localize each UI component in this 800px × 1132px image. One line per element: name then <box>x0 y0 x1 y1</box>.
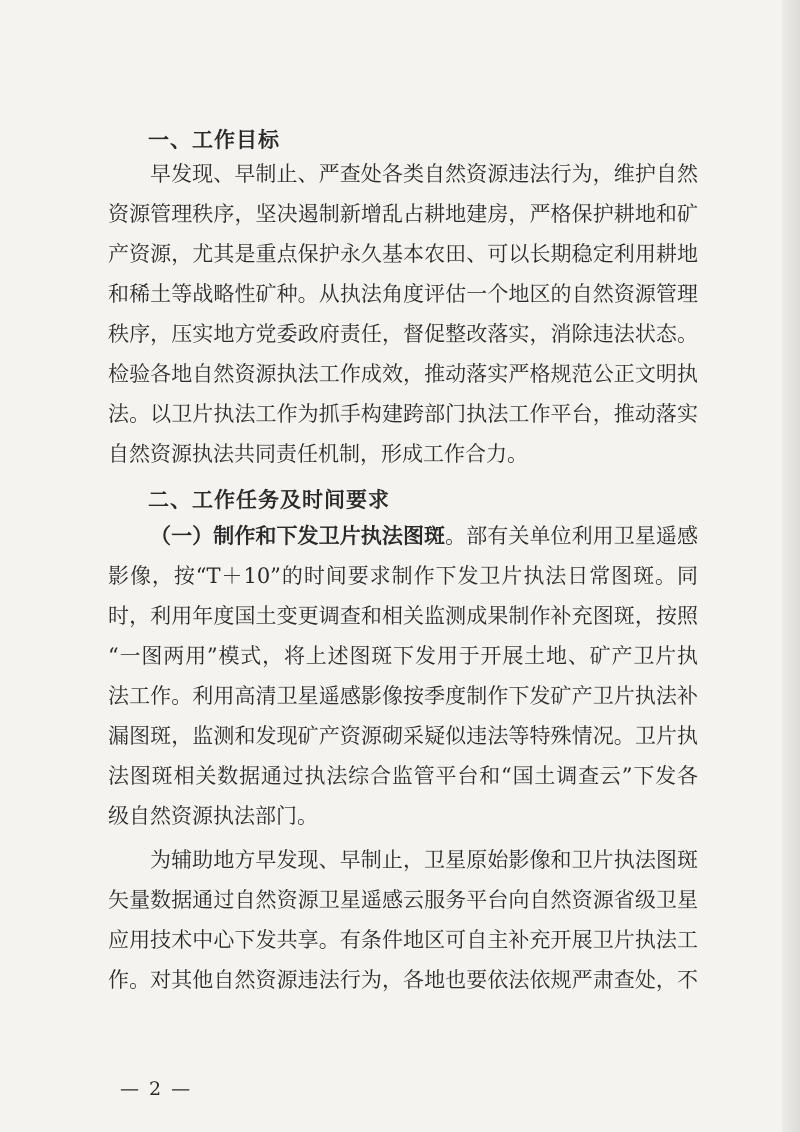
paragraph-line: 漏图斑，监测和发现矿产资源砌采疑似违法等特殊情况。卫片执 <box>108 724 698 748</box>
paragraph-line: 法。以卫片执法工作为抓手构建跨部门执法工作平台，推动落实 <box>108 402 698 426</box>
paragraph-line: 矢量数据通过自然资源卫星遥感云服务平台向自然资源省级卫星 <box>108 888 698 912</box>
paragraph-line: 影像，按“T＋10”的时间要求制作下发卫片执法日常图斑。同 <box>108 564 698 588</box>
paragraph-line: 自然资源执法共同责任机制，形成工作合力。 <box>108 442 528 466</box>
subsection-title: （一）制作和下发卫片执法图斑 <box>150 523 446 548</box>
paragraph-lead-line <box>150 522 698 550</box>
paragraph-line: 应用技术中心下发共享。有条件地区可自主补充开展卫片执法工 <box>108 928 698 952</box>
paragraph-line: 作。对其他自然资源违法行为，各地也要依法依规严肃查处，不 <box>108 968 698 992</box>
section-heading-tasks: 二、工作任务及时间要求 <box>148 488 390 512</box>
paragraph-line: 早发现、早制止、严查处各类自然资源违法行为，维护自然 <box>150 162 698 186</box>
page-number: — 2 — <box>120 1078 193 1100</box>
paragraph-line: 和稀土等战略性矿种。从执法角度评估一个地区的自然资源管理 <box>108 282 698 306</box>
paragraph-line: 时，利用年度国土变更调查和相关监测成果制作补充图斑，按照 <box>108 604 698 628</box>
paragraph-line: 检验各地自然资源执法工作成效，推动落实严格规范公正文明执 <box>108 362 698 386</box>
subsection-lead-text: 。部有关单位利用卫星遥感 <box>445 524 699 548</box>
paragraph-line: 法图斑相关数据通过执法综合监管平台和“国土调查云”下发各 <box>108 764 698 788</box>
paragraph-line: 为辅助地方早发现、早制止，卫星原始影像和卫片执法图斑 <box>150 848 698 872</box>
paragraph-line: 秩序，压实地方党委政府责任，督促整改落实，消除违法状态。 <box>108 322 698 346</box>
paragraph-line: 法工作。利用高清卫星遥感影像按季度制作下发矿产卫片执法补 <box>108 684 698 708</box>
paragraph-line: 产资源，尤其是重点保护永久基本农田、可以长期稳定利用耕地 <box>108 242 698 266</box>
paragraph-line: 资源管理秩序，坚决遏制新增乱占耕地建房，严格保护耕地和矿 <box>108 202 698 226</box>
paragraph-line: “一图两用”模式，将上述图斑下发用于开展土地、矿产卫片执 <box>108 644 698 668</box>
paragraph-line: 级自然资源执法部门。 <box>108 804 318 828</box>
section-heading-goals: 一、工作目标 <box>148 128 280 152</box>
